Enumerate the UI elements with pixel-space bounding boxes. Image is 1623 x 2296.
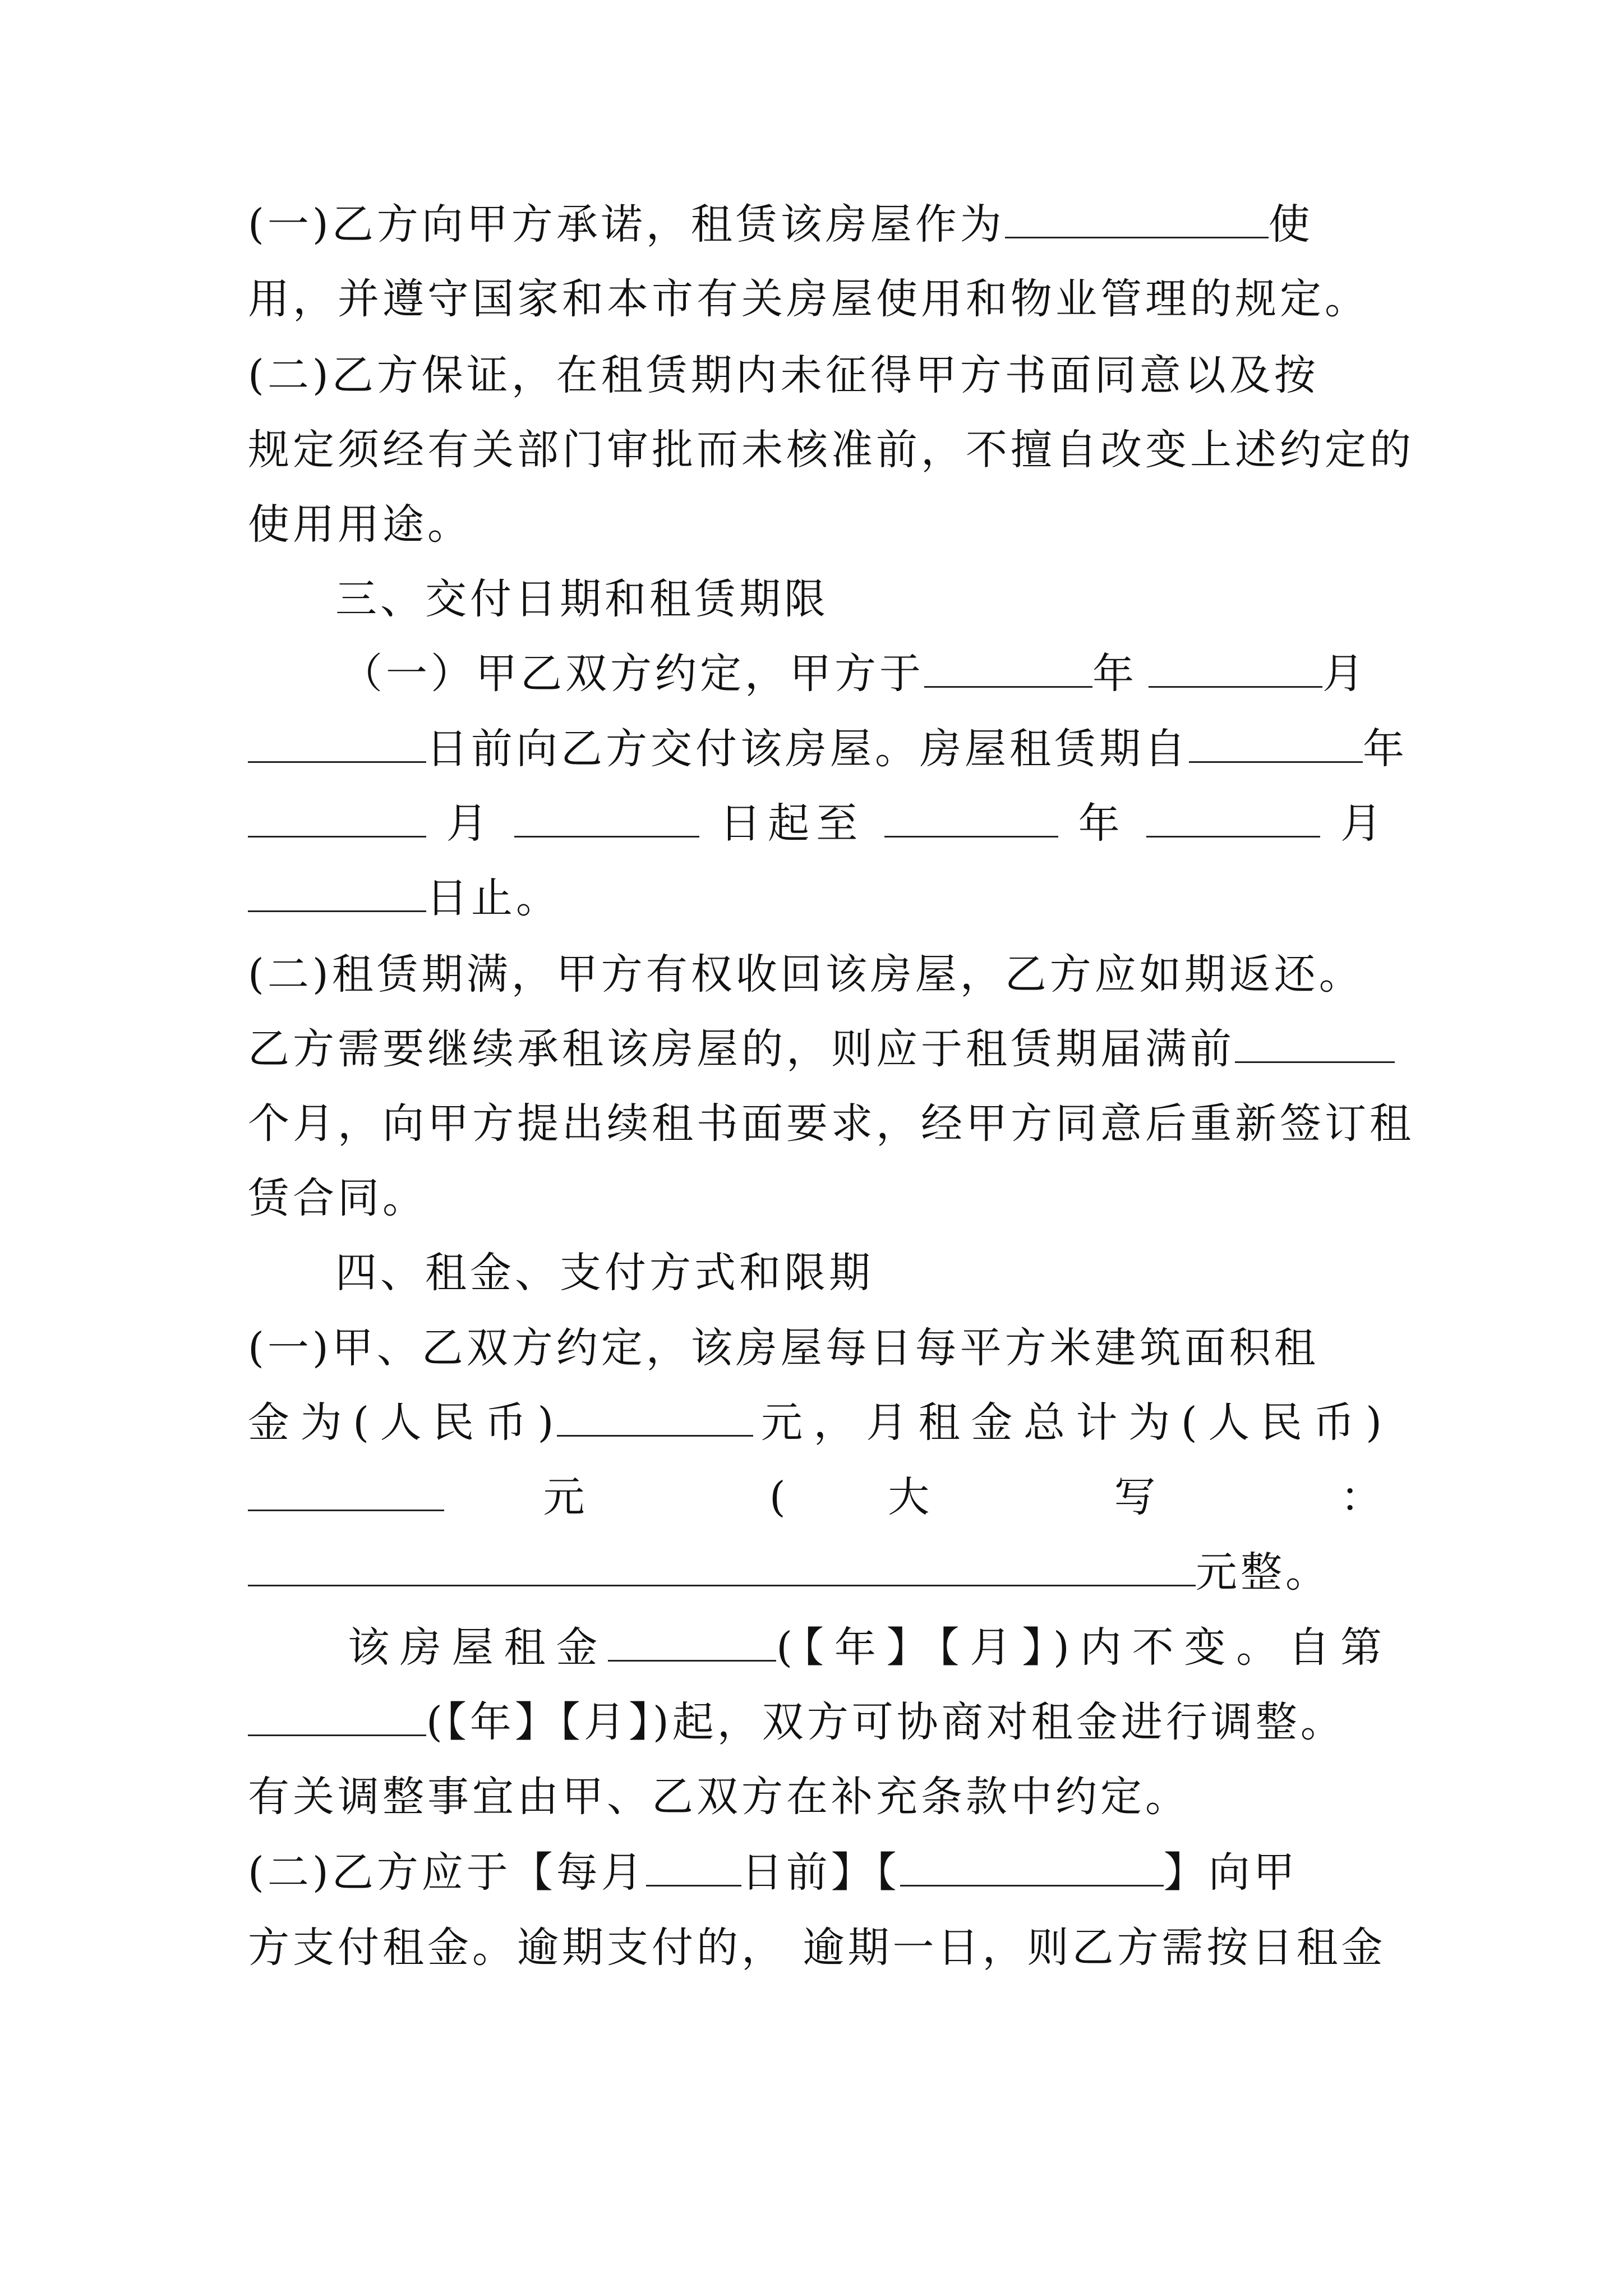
yuan-label: 元 <box>543 1473 671 1521</box>
monthly-rent-blank <box>248 1473 444 1511</box>
clause-4-1-line-1 <box>248 194 1385 255</box>
clause-4-rent-line-2 <box>248 1392 1385 1453</box>
end-year-blank <box>884 799 1058 838</box>
daily-rent-blank <box>557 1398 753 1437</box>
clause-text: 乙方需要继续承租该房屋的，则应于租赁期届满前 <box>248 1025 1235 1073</box>
pay-day-blank <box>646 1848 741 1887</box>
clause-3-2-line-3: 个月，向甲方提出续租书面要求，经甲方同意后重新签订租 <box>248 1099 1414 1148</box>
section-heading-3: 三、交付日期和租赁期限 <box>335 575 829 623</box>
clause-3-1-line-3 <box>248 793 1385 854</box>
clause-4-2-line-3: 使用用途。 <box>248 500 472 549</box>
clause-text: 元整。 <box>1196 1548 1330 1596</box>
start-month-blank <box>248 799 426 838</box>
clause-text: 日前向乙方交付该房屋。房屋租赁期自 <box>426 725 1189 773</box>
clause-4-rent-line-4 <box>248 1542 1385 1603</box>
rent-unchanged-blank <box>608 1623 776 1662</box>
month-label: 月 <box>1340 799 1386 848</box>
rent-adjust-line-3: 有关调整事宜由甲、乙双方在补充条款中约定。 <box>248 1773 1190 1821</box>
year-label: 年 <box>1092 650 1137 698</box>
clause-text: (【年】【月】)内不变。自第 <box>776 1623 1386 1672</box>
clause-4-2-line-1: (二)乙方保证，在租赁期内未征得甲方书面同意以及按 <box>248 351 1319 399</box>
section-heading-4: 四、租金、支付方式和限期 <box>335 1249 874 1297</box>
clause-text: 该房屋租金 <box>348 1623 608 1672</box>
rent-adjust-line-1 <box>348 1617 1385 1678</box>
xie-char: 写 <box>1114 1473 1242 1521</box>
clause-text: 日前】【 <box>741 1848 900 1897</box>
clause-3-2-line-1: (二)租赁期满，甲方有权收回该房屋，乙方应如期返还。 <box>248 950 1364 999</box>
clause-3-2-line-4: 赁合同。 <box>248 1174 427 1222</box>
month-blank <box>1149 649 1322 688</box>
clause-3-1-line-1 <box>341 643 1478 705</box>
colon-char: ： <box>1340 1473 1386 1521</box>
clause-4-rent-line-1: (一)甲、乙双方约定，该房屋每日每平方米建筑面积租 <box>248 1324 1319 1372</box>
clause-text: 日起至 <box>720 799 865 848</box>
clause-3-1-line-2 <box>248 718 1408 780</box>
clause-text: 元，月租金总计为(人民币) <box>753 1398 1385 1447</box>
end-month-blank <box>1146 799 1320 838</box>
months-before-blank <box>1235 1024 1395 1063</box>
clause-text: 日止。 <box>426 874 561 922</box>
end-day-blank <box>248 873 426 912</box>
clause-4-1-line-2: 用，并遵守国家和本市有关房屋使用和物业管理的规定。 <box>248 275 1370 323</box>
clause-text: (【年】【月】)起，双方可协商对租金进行调整。 <box>426 1698 1345 1746</box>
rent-adjust-line-2 <box>248 1691 1385 1753</box>
paren-open: ( <box>769 1473 789 1521</box>
clause-3-1-line-4 <box>248 867 1385 929</box>
clause-4-2-line-2: 规定须经有关部门审批而未核准前，不擅自改变上述约定的 <box>248 426 1414 474</box>
month-label: 月 <box>1322 650 1367 698</box>
day-blank <box>248 724 426 763</box>
use-purpose-blank <box>1005 200 1269 238</box>
start-year-blank <box>1189 724 1363 763</box>
clause-3-2-line-2 <box>248 1018 1385 1080</box>
year-label: 年 <box>1363 725 1408 773</box>
month-label: 月 <box>446 799 495 848</box>
clause-text: 】向甲 <box>1163 1848 1298 1897</box>
da-char: 大 <box>888 1473 1016 1521</box>
year-label: 年 <box>1078 799 1127 848</box>
payment-line-2: 方支付租金。逾期支付的， 逾期一日，则乙方需按日租金 <box>248 1924 1386 1972</box>
clause-text: 使 <box>1268 200 1313 249</box>
year-blank <box>924 649 1092 688</box>
clause-4-rent-line-3 <box>248 1466 1385 1528</box>
rent-capital-blank <box>248 1548 1196 1586</box>
clause-text: (二)乙方应于【每月 <box>248 1848 646 1897</box>
clause-text: (一)乙方向甲方承诺，租赁该房屋作为 <box>248 200 1005 249</box>
payment-line-1 <box>248 1842 1385 1903</box>
adjust-start-blank <box>248 1697 426 1736</box>
start-day-blank <box>514 799 699 838</box>
pay-other-blank <box>900 1848 1164 1887</box>
clause-text: 金为(人民币) <box>248 1398 557 1447</box>
clause-text: （一）甲乙双方约定，甲方于 <box>341 650 924 698</box>
